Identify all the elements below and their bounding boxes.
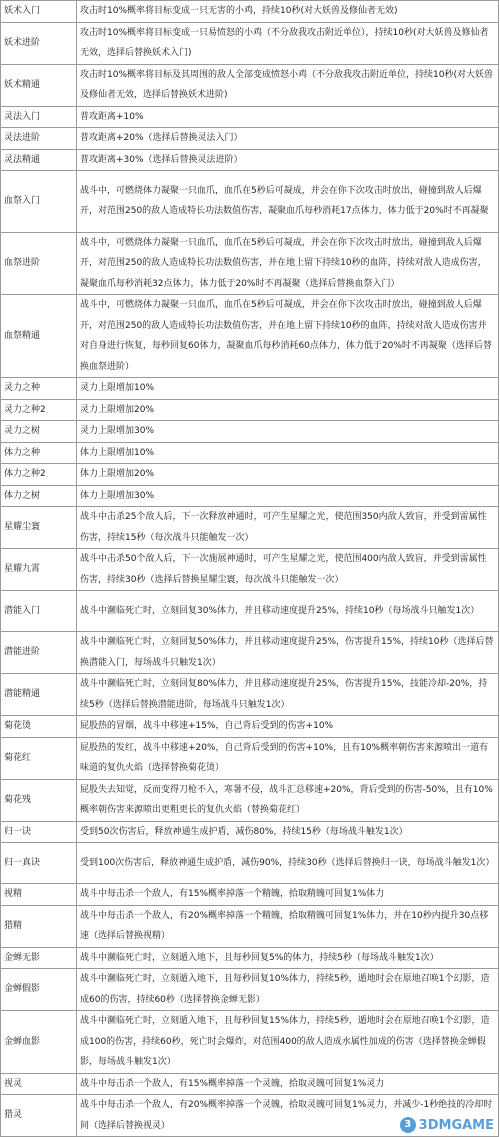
skill-name: 归一诀 [1,821,77,843]
skill-description: 攻击时10%概率将目标变成一只易愤怒的小鸡（不分敌我攻击附近单位），持续10秒(对大妖兽及修仙者无效，选择后替换妖术入门) [77,22,499,64]
skill-name: 视灵 [1,1073,77,1095]
skill-name: 灵力之种 [1,378,77,400]
table-row [1,947,499,969]
table-row [1,485,499,507]
watermark [400,1117,494,1133]
skill-table-body [1,1,499,1137]
table-row [1,1,499,23]
skill-name: 潜能精通 [1,674,77,716]
skill-name: 灵法精通 [1,149,77,171]
skill-description: 体力上限增加30% [77,485,499,507]
skill-name: 灵力之种2 [1,399,77,421]
skill-name: 菊花烫 [1,716,77,738]
table-row [1,171,499,233]
table-row [1,549,499,591]
skill-description: 战斗中每击杀一个敌人，有15%概率掉落一个精魄，拾取精魄可回复1%体力 [77,884,499,906]
table-row [1,591,499,632]
table-row [1,378,499,400]
skill-description: 战斗中每击杀一个敌人，有15%概率掉落一个灵魄，拾取灵魄可回复1%灵力 [77,1073,499,1095]
skill-description: 战斗中濒临死亡时，立刻遁入地下，且每秒回复15%体力，持续5秒，遁地时会在原地召唤1个幻影，造成100的伤害，持续60秒，死亡时会爆炸，对范围400的敌人造成水属性加成的伤害（选择替换金蝉假影，每场战斗触发1次） [77,1011,499,1074]
table-row [1,128,499,150]
skill-description: 灵力上限增加30% [77,421,499,443]
skill-description: 攻击时10%概率将目标变成一只无害的小鸡，持续10秒(对大妖兽及修仙者无效) [77,1,499,23]
skill-name: 灵法入门 [1,106,77,128]
skill-name: 妖术进阶 [1,22,77,64]
table-row [1,821,499,843]
skill-name: 菊花残 [1,779,77,821]
skill-name: 金蝉假影 [1,969,77,1011]
skill-description: 屁股失去知觉，反而变得刀枪不入，寒暑不侵，战斗汇总移速+20%，背后受到的伤害-50%，且有10%概率朝伤害来源喷出更粗更长的复仇火焰（替换菊花红） [77,779,499,821]
table-row [1,232,499,295]
table-row [1,737,499,779]
table-row [1,1073,499,1095]
skill-name: 血祭精通 [1,295,77,378]
skill-name: 体力之树 [1,485,77,507]
skill-description: 战斗中濒临死亡时，立刻回复30%体力，并且移动速度提升25%，持续10秒（每场战斗只触发1次） [77,591,499,632]
table-row [1,295,499,378]
skill-description: 战斗中濒临死亡时，立刻回复50%体力，并且移动速度提升25%，伤害提升15%，持续10秒（选择后替换潜能入门，每场战斗只触发1次） [77,632,499,674]
table-row [1,22,499,64]
table-row [1,716,499,738]
table-row [1,1011,499,1074]
skill-description: 屁股热的冒烟，战斗中移速+15%，自己背后受到的伤害+10% [77,716,499,738]
table-row [1,442,499,464]
skill-description: 战斗中击杀25个敌人后，下一次释放神通时，可产生星耀之光，使范围350内敌人致盲，并受到雷属性伤害，持续15秒（每次战斗只能触发一次） [77,507,499,549]
skill-name: 归一真诀 [1,843,77,884]
skill-description: 普攻距离+20%（选择后替换灵法入门） [77,128,499,150]
skill-description: 体力上限增加10% [77,442,499,464]
table-row [1,464,499,486]
skill-name: 血祭进阶 [1,232,77,295]
skill-description: 战斗中，可燃烧体力凝聚一只血爪，血爪在5秒后可凝成，并会在你下次攻击时放出，碰撞到敌人后爆开，对范围250的敌人造成特长功法数值伤害，并在地上留下持续10秒的血阵，持续对敌人造成伤害并对自身进行恢复，每秒回复60体力，凝聚血爪每秒消耗60点体力，体力低于20%时不再凝聚（选择后替换血祭进阶） [77,295,499,378]
skill-name: 视精 [1,884,77,906]
watermark-logo-icon: 3 [400,1117,416,1133]
skill-description: 普攻距离+10% [77,106,499,128]
table-row [1,674,499,716]
skill-description: 战斗中每击杀一个敌人，有20%概率掉落一个灵魄，拾取灵魄可回复1%灵力，并减少-1秒绝技的冷却时间（选择后替换视灵） [77,1095,499,1137]
skill-description: 战斗中每击杀一个敌人，有20%概率掉落一个精魄，拾取精魄可回复1%体力，并在10秒内提升30点移速（选择后替换视精） [77,905,499,947]
skill-name: 潜能入门 [1,591,77,632]
table-row [1,507,499,549]
skill-description: 受到100次伤害后，释放神通生成护盾，减伤90%，持续30秒（选择后替换归一诀，每场战斗触发1次） [77,843,499,884]
skill-name: 猎精 [1,905,77,947]
skill-description: 战斗中濒临死亡时，立刻遁入地下，且每秒回复10%体力，持续5秒，遁地时会在原地召唤1个幻影，造成60的伤害，持续60秒（选择替换金蝉无影） [77,969,499,1011]
skill-name: 体力之种 [1,442,77,464]
skill-description: 战斗中击杀50个敌人后，下一次施展神通时，可产生星耀之光，使范围400内敌人致盲，并受到雷属性伤害，持续30秒（选择后替换星耀尘寰，每次战斗只能触发一次） [77,549,499,591]
skill-name: 菊花红 [1,737,77,779]
skill-name: 猎灵 [1,1095,77,1137]
skill-name: 妖术精通 [1,64,77,106]
skill-name: 星耀尘寰 [1,507,77,549]
table-row [1,64,499,106]
skill-description: 攻击时10%概率将目标及其周围的敌人全部变成愤怒小鸡（不分敌我攻击附近单位，持续10秒(对大妖兽及修仙者无效，选择后替换妖术进阶) [77,64,499,106]
skill-description: 战斗中，可燃烧体力凝聚一只血爪，血爪在5秒后可凝成，并会在你下次攻击时放出，碰撞到敌人后爆开，对范围250的敌人造成特长功法数值伤害，并在地上留下持续10秒的血阵，持续对敌人造成伤害，凝聚血爪每秒消耗32点体力，体力低于20%时不再凝聚（选择后替换血祭入门） [77,232,499,295]
table-row [1,969,499,1011]
table-row [1,779,499,821]
skill-name: 星耀九霄 [1,549,77,591]
skill-description: 战斗中濒临死亡时，立刻遁入地下，且每秒回复5%的体力，持续5秒（每场战斗触发1次） [77,947,499,969]
skill-name: 金蝉血影 [1,1011,77,1074]
skill-description: 战斗中，可燃烧体力凝聚一只血爪，血爪在5秒后可凝成，并会在你下次攻击时放出，碰撞到敌人后爆开，对范围250的敌人造成特长功法数值伤害，凝聚血爪每秒消耗17点体力，体力低于20%时不再凝聚 [77,171,499,233]
skill-name: 体力之种2 [1,464,77,486]
skill-description: 体力上限增加20% [77,464,499,486]
table-row [1,106,499,128]
skill-description: 战斗中濒临死亡时，立刻回复80%体力，并且移动速度提升25%，伤害提升15%，技能冷却-20%，持续5秒（选择后替换潜能进阶，每场战斗只触发1次） [77,674,499,716]
skill-description: 灵力上限增加10% [77,378,499,400]
table-row [1,843,499,884]
table-row [1,905,499,947]
skill-description: 屁股热的发红，战斗中移速+20%，自己背后受到的伤害+10%，且有10%概率朝伤害来源喷出一道有味道的复仇火焰（选择替换菊花烫） [77,737,499,779]
table-row [1,149,499,171]
table-row [1,884,499,906]
watermark-text: 3DMGAME [418,1117,494,1133]
skill-name: 血祭入门 [1,171,77,233]
skill-description: 普攻距离+30%（选择后替换灵法进阶） [77,149,499,171]
table-row [1,421,499,443]
skill-name: 妖术入门 [1,1,77,23]
skill-name: 潜能进阶 [1,632,77,674]
table-row [1,632,499,674]
skill-description: 灵力上限增加20% [77,399,499,421]
skill-name: 灵力之树 [1,421,77,443]
skill-name: 金蝉无影 [1,947,77,969]
skill-description: 受到50次伤害后，释放神通生成护盾，减伤80%，持续15秒（每场战斗触发1次） [77,821,499,843]
skill-name: 灵法进阶 [1,128,77,150]
table-row [1,399,499,421]
